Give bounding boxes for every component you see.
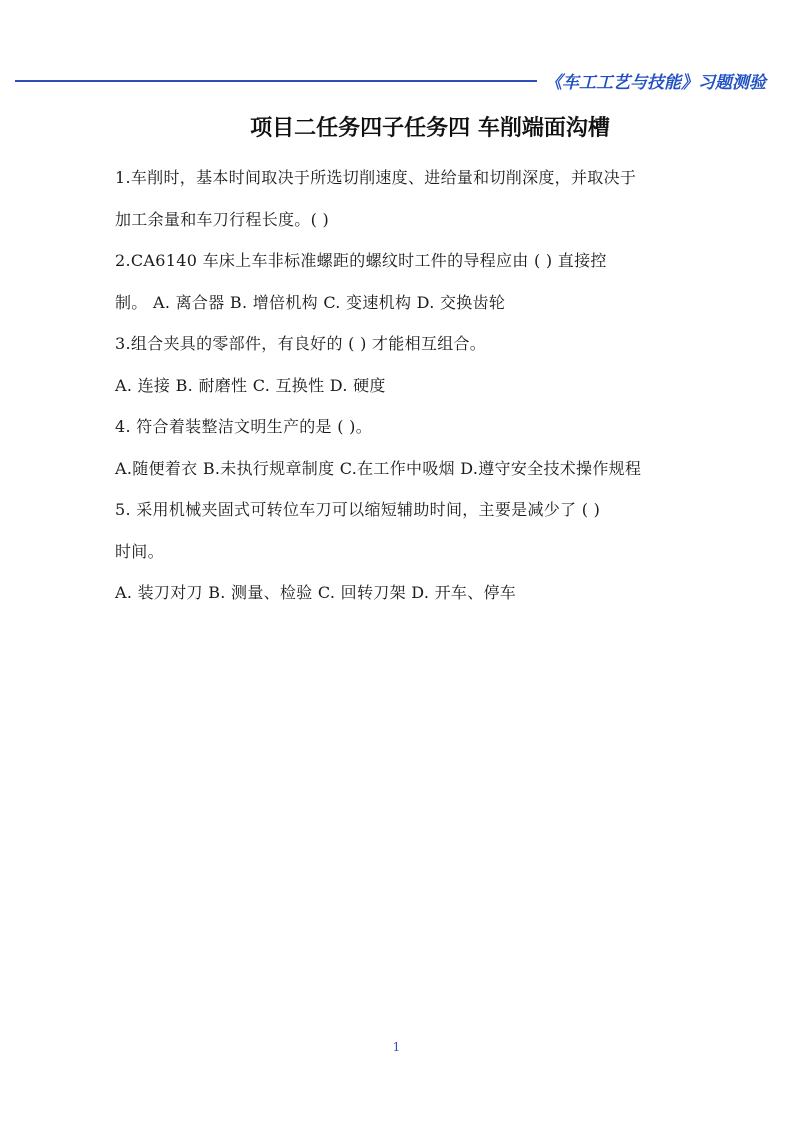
text-line: A. 连接 B. 耐磨性 C. 互换性 D. 硬度 (115, 375, 386, 395)
text-line: 1.车削时，基本时间取决于所选切削速度、进给量和切削深度，并取决于 (115, 168, 637, 187)
header-rule (15, 80, 537, 82)
text-line: 2.CA6140 车床上车非标准螺距的螺纹时工件的导程应由 ( ) 直接控 (115, 251, 607, 270)
document-body (115, 157, 715, 614)
text-line: 加工余量和车刀行程长度。( ) (115, 209, 330, 229)
page-number: 1 (392, 1040, 401, 1054)
header-title: 《车工工艺与技能》习题测验 (545, 73, 766, 93)
document-title: 项目二任务四子任务四 车削端面沟槽 (250, 116, 610, 141)
text-line: A.随便着衣 B.未执行规章制度 C.在工作中吸烟 D.遵守安全技术操作规程 (115, 458, 642, 478)
text-line: A. 装刀对刀 B. 测量、检验 C. 回转刀架 D. 开车、停车 (115, 583, 517, 602)
text-line: 5. 采用机械夹固式可转位车刀可以缩短辅助时间，主要是减少了 ( ) (115, 500, 601, 519)
text-line: 3.组合夹具的零部件，有良好的 ( ) 才能相互组合。 (115, 334, 487, 353)
text-line: 4. 符合着装整洁文明生产的是 ( )。 (115, 417, 373, 436)
text-line: 制。 A. 离合器 B. 增倍机构 C. 变速机构 D. 交换齿轮 (115, 292, 506, 312)
text-line: 时间。 (115, 541, 164, 561)
